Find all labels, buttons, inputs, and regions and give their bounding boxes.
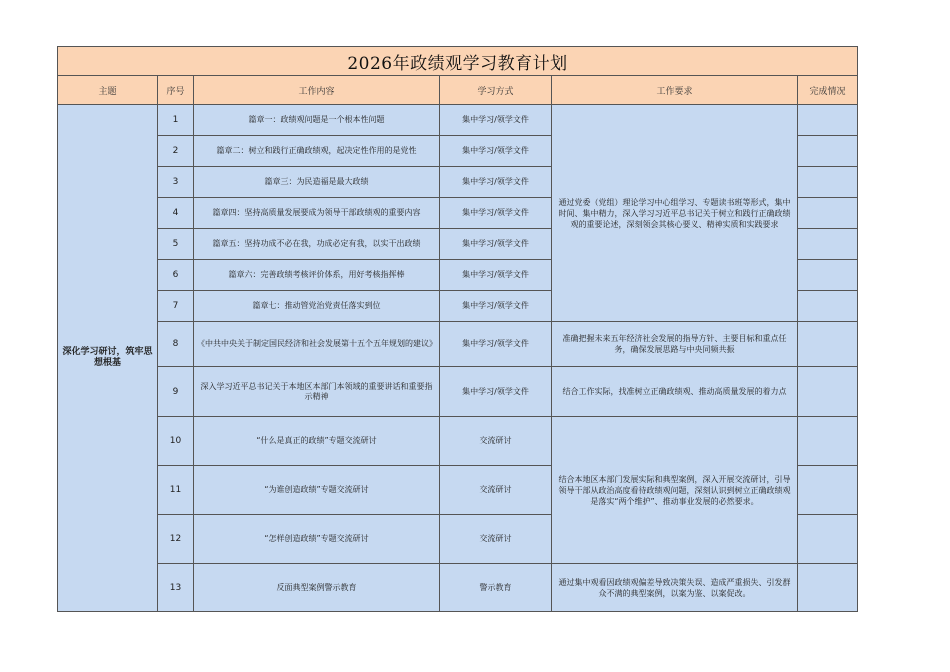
table-row [58,322,858,367]
requirement-cell[interactable]: 通过集中观看因政绩观偏差导致决策失误、造成严重损失、引发群众不满的典型案例，以案为鉴、以案促改。 [552,564,798,612]
plan-table [57,46,858,612]
seq-cell[interactable]: 6 [158,260,194,291]
table-row [58,105,858,136]
header-requirement[interactable]: 工作要求 [552,76,798,105]
seq-cell[interactable]: 7 [158,291,194,322]
status-cell[interactable] [798,105,858,136]
content-cell[interactable]: 篇章四：坚持高质量发展要成为领导干部政绩观的重要内容 [194,198,440,229]
status-cell[interactable] [798,229,858,260]
status-cell[interactable] [798,291,858,322]
content-cell[interactable]: 篇章七：推动管党治党责任落实到位 [194,291,440,322]
requirement-cell[interactable]: 准确把握未来五年经济社会发展的指导方针、主要目标和重点任务，确保发展思路与中央同频共振 [552,322,798,367]
method-cell[interactable]: 集中学习/领学文件 [440,229,552,260]
content-cell[interactable]: “怎样创造政绩”专题交流研讨 [194,515,440,564]
seq-cell[interactable]: 4 [158,198,194,229]
header-seq[interactable]: 序号 [158,76,194,105]
method-cell[interactable]: 交流研讨 [440,515,552,564]
seq-cell[interactable]: 13 [158,564,194,612]
seq-cell[interactable]: 2 [158,136,194,167]
content-cell[interactable]: 《中共中央关于制定国民经济和社会发展第十五个五年规划的建议》 [194,322,440,367]
requirement-cell[interactable]: 结合工作实际，找准树立正确政绩观、推动高质量发展的着力点 [552,367,798,417]
status-cell[interactable] [798,564,858,612]
header-method[interactable]: 学习方式 [440,76,552,105]
method-cell[interactable]: 交流研讨 [440,466,552,515]
method-cell[interactable]: 集中学习/领学文件 [440,105,552,136]
content-cell[interactable]: 反面典型案例警示教育 [194,564,440,612]
requirement-cell[interactable]: 结合本地区本部门发展实际和典型案例，深入开展交流研讨，引导领导干部从政治高度看待政绩观问题，深刻认识到树立正确政绩观是落实“两个维护”、推动事业发展的必然要求。 [552,417,798,564]
status-cell[interactable] [798,260,858,291]
status-cell[interactable] [798,466,858,515]
table-row [58,564,858,612]
status-cell[interactable] [798,367,858,417]
seq-cell[interactable]: 1 [158,105,194,136]
topic-cell[interactable]: 深化学习研讨，筑牢思想根基 [58,105,158,612]
method-cell[interactable]: 集中学习/领学文件 [440,136,552,167]
header-topic[interactable]: 主题 [58,76,158,105]
method-cell[interactable]: 集中学习/领学文件 [440,167,552,198]
method-cell[interactable]: 集中学习/领学文件 [440,198,552,229]
table-row [58,417,858,466]
content-cell[interactable]: 篇章三：为民造福是最大政绩 [194,167,440,198]
method-cell[interactable]: 集中学习/领学文件 [440,291,552,322]
content-cell[interactable]: “什么是真正的政绩”专题交流研讨 [194,417,440,466]
content-cell[interactable]: 深入学习近平总书记关于本地区本部门本领域的重要讲话和重要指示精神 [194,367,440,417]
header-status[interactable]: 完成情况 [798,76,858,105]
method-cell[interactable]: 集中学习/领学文件 [440,322,552,367]
seq-cell[interactable]: 5 [158,229,194,260]
seq-cell[interactable]: 11 [158,466,194,515]
content-cell[interactable]: 篇章二：树立和践行正确政绩观，起决定性作用的是党性 [194,136,440,167]
seq-cell[interactable]: 10 [158,417,194,466]
content-cell[interactable]: 篇章五：坚持功成不必在我，功成必定有我，以实干出政绩 [194,229,440,260]
method-cell[interactable]: 集中学习/领学文件 [440,260,552,291]
table-row [58,367,858,417]
sheet-title: 2026年政绩观学习教育计划 [58,47,858,76]
seq-cell[interactable]: 9 [158,367,194,417]
method-cell[interactable]: 集中学习/领学文件 [440,367,552,417]
seq-cell[interactable]: 12 [158,515,194,564]
content-cell[interactable]: “为谁创造政绩”专题交流研讨 [194,466,440,515]
status-cell[interactable] [798,167,858,198]
header-content[interactable]: 工作内容 [194,76,440,105]
method-cell[interactable]: 警示教育 [440,564,552,612]
content-cell[interactable]: 篇章六：完善政绩考核评价体系，用好考核指挥棒 [194,260,440,291]
status-cell[interactable] [798,322,858,367]
status-cell[interactable] [798,515,858,564]
requirement-cell[interactable]: 通过党委（党组）理论学习中心组学习、专题读书班等形式，集中时间、集中精力，深入学习习近平总书记关于树立和践行正确政绩观的重要论述，深刻领会其核心要义、精神实质和实践要求 [552,105,798,322]
status-cell[interactable] [798,136,858,167]
content-cell[interactable]: 篇章一：政绩观问题是一个根本性问题 [194,105,440,136]
seq-cell[interactable]: 3 [158,167,194,198]
status-cell[interactable] [798,198,858,229]
plan-sheet [57,46,858,612]
status-cell[interactable] [798,417,858,466]
method-cell[interactable]: 交流研讨 [440,417,552,466]
seq-cell[interactable]: 8 [158,322,194,367]
